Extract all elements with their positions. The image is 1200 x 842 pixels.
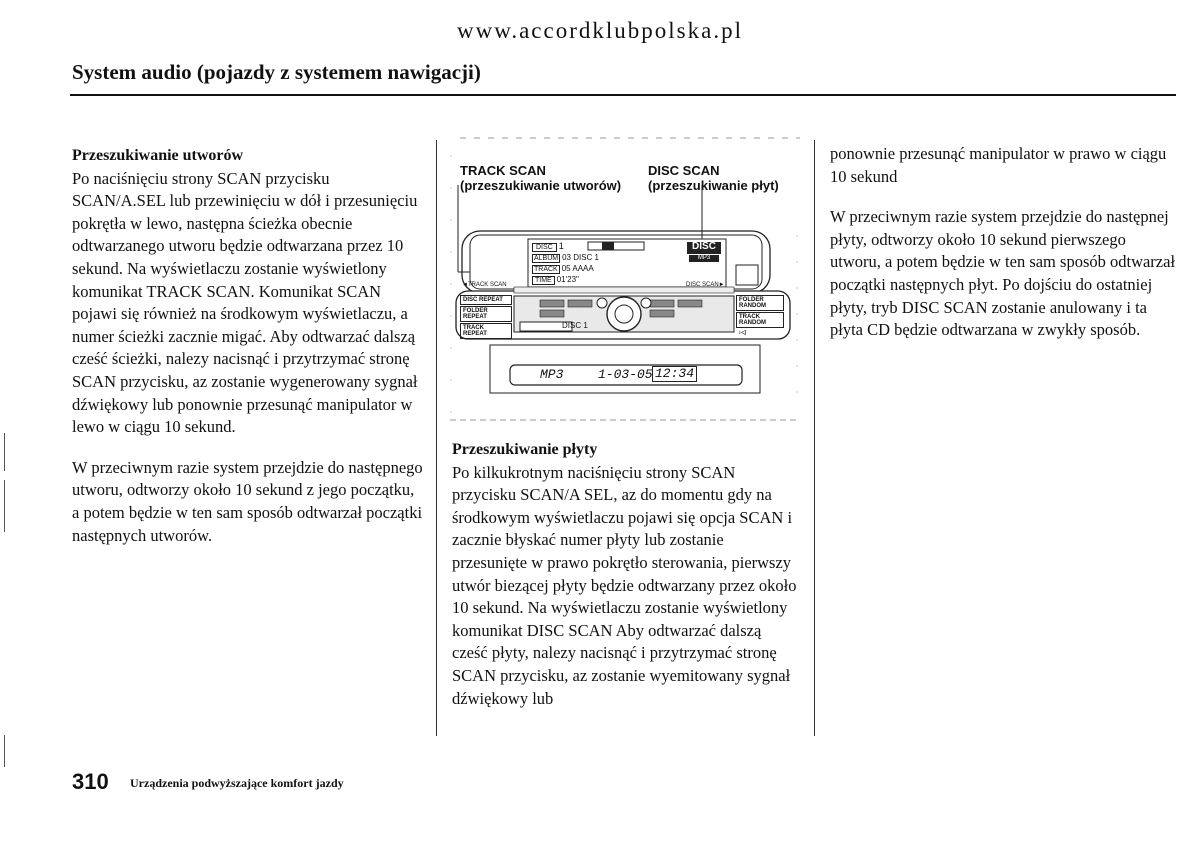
lcd-value: 1-03-05 xyxy=(598,367,653,382)
page-number: 310 xyxy=(72,769,109,794)
column-1 xyxy=(72,145,424,565)
site-watermark: www.accordklubpolska.pl xyxy=(457,18,743,43)
track-random-button[interactable]: TRACK RANDOM xyxy=(736,312,784,328)
bar-disc-scan: DISC SCAN► xyxy=(686,282,725,288)
label-track-scan-title: TRACK SCAN xyxy=(460,163,546,178)
disc-repeat-button[interactable]: DISC REPEAT xyxy=(460,295,512,305)
lcd-mode: MP3 xyxy=(540,367,564,382)
disc1-label: DISC 1 xyxy=(562,321,588,330)
column-divider xyxy=(814,140,815,736)
column-2 xyxy=(452,439,800,728)
label-disc-scan-title: DISC SCAN xyxy=(648,163,720,178)
margin-mark xyxy=(4,433,5,471)
bar-track-scan: ◄TRACK SCAN xyxy=(462,282,507,288)
folder-random-button[interactable]: FOLDER RANDOM xyxy=(736,295,784,311)
paragraph: Po kilkukrotnym naciśnięciu strony SCAN przycisku SCAN/A SEL, az do momentu gdy na środkowym wyświetlaczu pojawi się opcja SCAN i zacznie błyskać numer płyty lub zostanie przesunięte w prawo pokrętło sterowania, pierwszy utwór biezącej płyty będzie odtwarzany przez około 10 sekund. Na wyświetlaczu zostanie wyświetlony komunikat DISC SCAN Aby odtwarzać dalszą cześć płyty, nalezy nacisnąć i przytrzymać stronę SCAN przycisku, az zostanie wyemitowany sygnał dźwiękowy lub xyxy=(452,462,797,708)
speaker-icon: ♪◁ xyxy=(738,330,746,336)
paragraph: W przeciwnym razie system przejdzie do następnego utworu, odtworzy około 10 sekund z jego początku, a potem będzie w ten sam sposób odtwarzał początki następnych utworów. xyxy=(72,457,423,545)
track-repeat-button[interactable]: TRACK REPEAT xyxy=(460,323,512,339)
section-heading-disc-scan: Przeszukiwanie płyty xyxy=(452,441,598,458)
time-value: 01'23" xyxy=(556,275,579,284)
page-title: System audio (pojazdy z systemem nawigacji) xyxy=(72,60,481,84)
track-value: 05 AAAA xyxy=(561,264,594,273)
column-divider xyxy=(436,140,437,736)
repeat-buttons xyxy=(460,295,512,339)
screen-info xyxy=(532,241,599,286)
title-rule xyxy=(70,94,1176,96)
label-disc-scan-sub: (przeszukiwanie płyt) xyxy=(648,178,779,193)
paragraph: Po naciśnięciu strony SCAN przycisku SCAN/A.SEL lub przewinięciu w dół i przesunięciu pokrętła w lewo, następna ścieżka obecnie odtwarzanego utworu będzie odtwarzana przez 10 sekund. Na wyświetlaczu zostanie wyświetlony komunikat TRACK SCAN. Komunikat SCAN pojawi się również na środkowym wyświetlaczu, a numer ścieżki zacznie migać. Aby odtwarzać dalszą cześć ścieżki, nalezy nacisnąć i przytrzymać stronę SCAN przycisku, az zostanie wygenerowany sygnał dźwiękowy lub ponownie przesunąć manipulator w lewo w ciągu 10 sekund. xyxy=(72,168,418,437)
section-heading-track-scan: Przeszukiwanie utworów xyxy=(72,147,244,164)
folder-repeat-button[interactable]: FOLDER REPEAT xyxy=(460,306,512,322)
screen-disc-badge: DISC xyxy=(692,241,716,252)
track-tag: TRACK xyxy=(534,266,558,273)
footer-section: Urządzenia podwyższające komfort jazdy xyxy=(130,776,344,790)
margin-mark xyxy=(4,480,5,532)
label-track-scan-sub: (przeszukiwanie utworów) xyxy=(460,178,622,193)
album-tag: ALBUM xyxy=(534,255,559,262)
audio-panel-figure xyxy=(440,135,810,427)
time-tag: TIME xyxy=(532,276,555,285)
margin-mark xyxy=(4,735,5,767)
lcd-clock: 12:34 xyxy=(652,366,697,382)
screen-mp3-badge: MP3 xyxy=(697,255,711,261)
album-value: 03 DISC 1 xyxy=(562,253,599,262)
column-3 xyxy=(830,143,1176,360)
disc-value: 1 xyxy=(558,241,564,251)
paragraph: ponownie przesunąć manipulator w prawo w ciągu 10 sekund xyxy=(830,144,1167,186)
random-buttons xyxy=(736,295,784,337)
paragraph: W przeciwnym razie system przejdzie do następnej płyty, odtworzy około 10 sekund pierwszego utworu, a potem będzie w ten sam sposób odtwarzał początki następnych płyt. Po dojściu do ostatniej płyty, tryb DISC SCAN zostanie anulowany i ta płyta CD będzie odtwarzana w zwykły sposób. xyxy=(830,207,1176,340)
label-disc-scan xyxy=(648,163,779,193)
disc-tag: DISC xyxy=(532,243,557,252)
label-track-scan xyxy=(460,163,621,193)
